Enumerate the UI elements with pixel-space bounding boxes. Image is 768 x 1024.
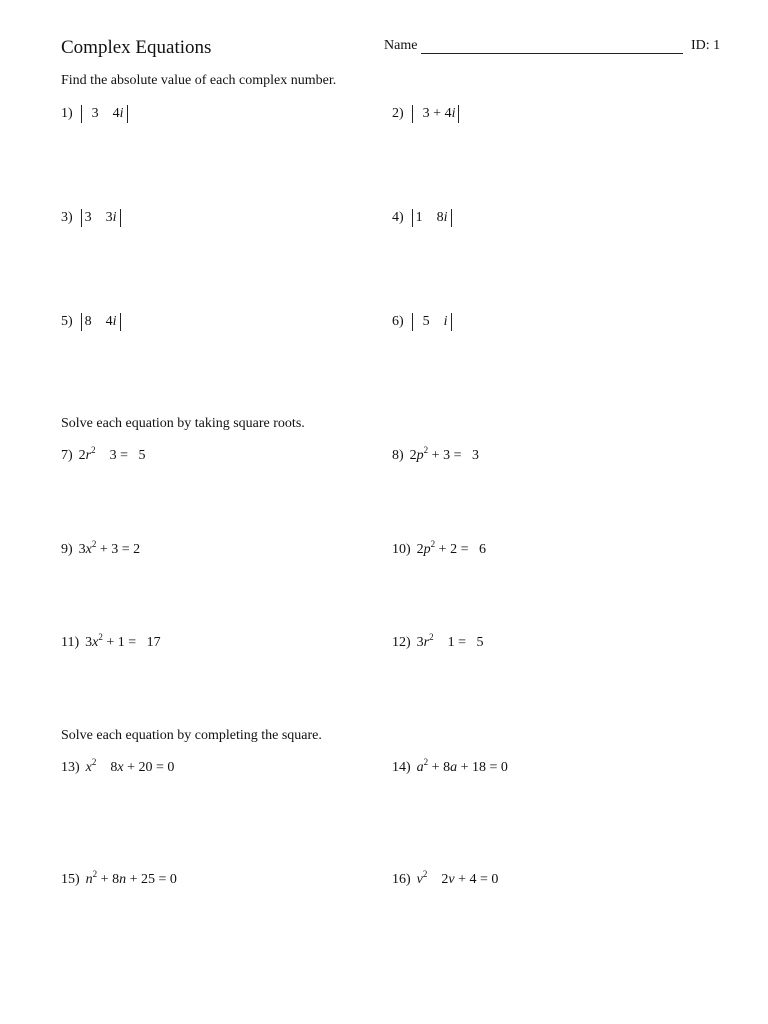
- problem-number: 5): [61, 314, 73, 329]
- problem-1: [61, 105, 128, 123]
- problem-number: 4): [392, 210, 404, 225]
- problem-2: [392, 105, 459, 123]
- problem-expression: $2p^2 + 2 = 6$: [416, 539, 486, 557]
- problem-number: 2): [392, 106, 404, 121]
- problem-14: [392, 757, 508, 775]
- name-blank-line: [421, 53, 683, 54]
- problem-number: 3): [61, 210, 73, 225]
- problem-13: [61, 757, 175, 775]
- problem-expression: $3x^2 + 1 = 17$: [85, 632, 161, 650]
- problem-16: [392, 869, 499, 887]
- problem-expression: 3 + 4i: [410, 106, 460, 121]
- problem-number: 7): [61, 448, 73, 463]
- problem-expression: $3x^2 + 3 = 2$: [78, 539, 141, 557]
- problem-7: [61, 445, 146, 463]
- problem-number: 9): [61, 542, 73, 557]
- problem-number: 1): [61, 106, 73, 121]
- problem-expression: $v^2$ 2v + 4 = 0: [416, 869, 499, 887]
- problem-expression: 5 i: [410, 314, 452, 329]
- problem-15: [61, 869, 177, 887]
- problem-expression: $2p^2 + 3 = 3$: [409, 445, 479, 463]
- name-label: Name: [384, 38, 418, 53]
- problem-11: [61, 632, 161, 650]
- section-instruction: Solve each equation by completing the square.: [61, 728, 322, 743]
- section-instruction: Solve each equation by taking square roots.: [61, 416, 305, 431]
- problem-expression: $n^2 + 8n + 25 = 0$: [85, 869, 177, 887]
- problem-10: [392, 539, 486, 557]
- problem-expression: 8 4i: [79, 314, 121, 329]
- problem-number: 13): [61, 760, 80, 775]
- problem-9: [61, 539, 141, 557]
- problem-5: [61, 313, 121, 331]
- problem-expression: 3 3i: [79, 210, 121, 225]
- problem-expression: $2r^2$ 3 = 5: [78, 445, 146, 463]
- worksheet-title: Complex Equations: [61, 37, 212, 58]
- section-instruction: Find the absolute value of each complex number.: [61, 73, 337, 88]
- problem-3: [61, 209, 121, 227]
- problem-expression: 1 8i: [410, 210, 452, 225]
- problem-expression: 3 4i: [79, 106, 128, 121]
- problem-expression: $3r^2$ 1 = 5: [416, 632, 484, 650]
- problem-12: [392, 632, 484, 650]
- problem-number: 12): [392, 635, 411, 650]
- problem-number: 8): [392, 448, 404, 463]
- problem-6: [392, 313, 452, 331]
- problem-number: 6): [392, 314, 404, 329]
- problem-number: 15): [61, 872, 80, 887]
- problem-8: [392, 445, 479, 463]
- problem-number: 11): [61, 635, 80, 650]
- problem-number: 14): [392, 760, 411, 775]
- problem-expression: $x^2$ 8x + 20 = 0: [85, 757, 175, 775]
- worksheet-id: ID: 1: [691, 38, 721, 53]
- problem-number: 16): [392, 872, 411, 887]
- problem-4: [392, 209, 452, 227]
- problem-number: 10): [392, 542, 411, 557]
- problem-expression: $a^2 + 8a + 18 = 0$: [416, 757, 508, 775]
